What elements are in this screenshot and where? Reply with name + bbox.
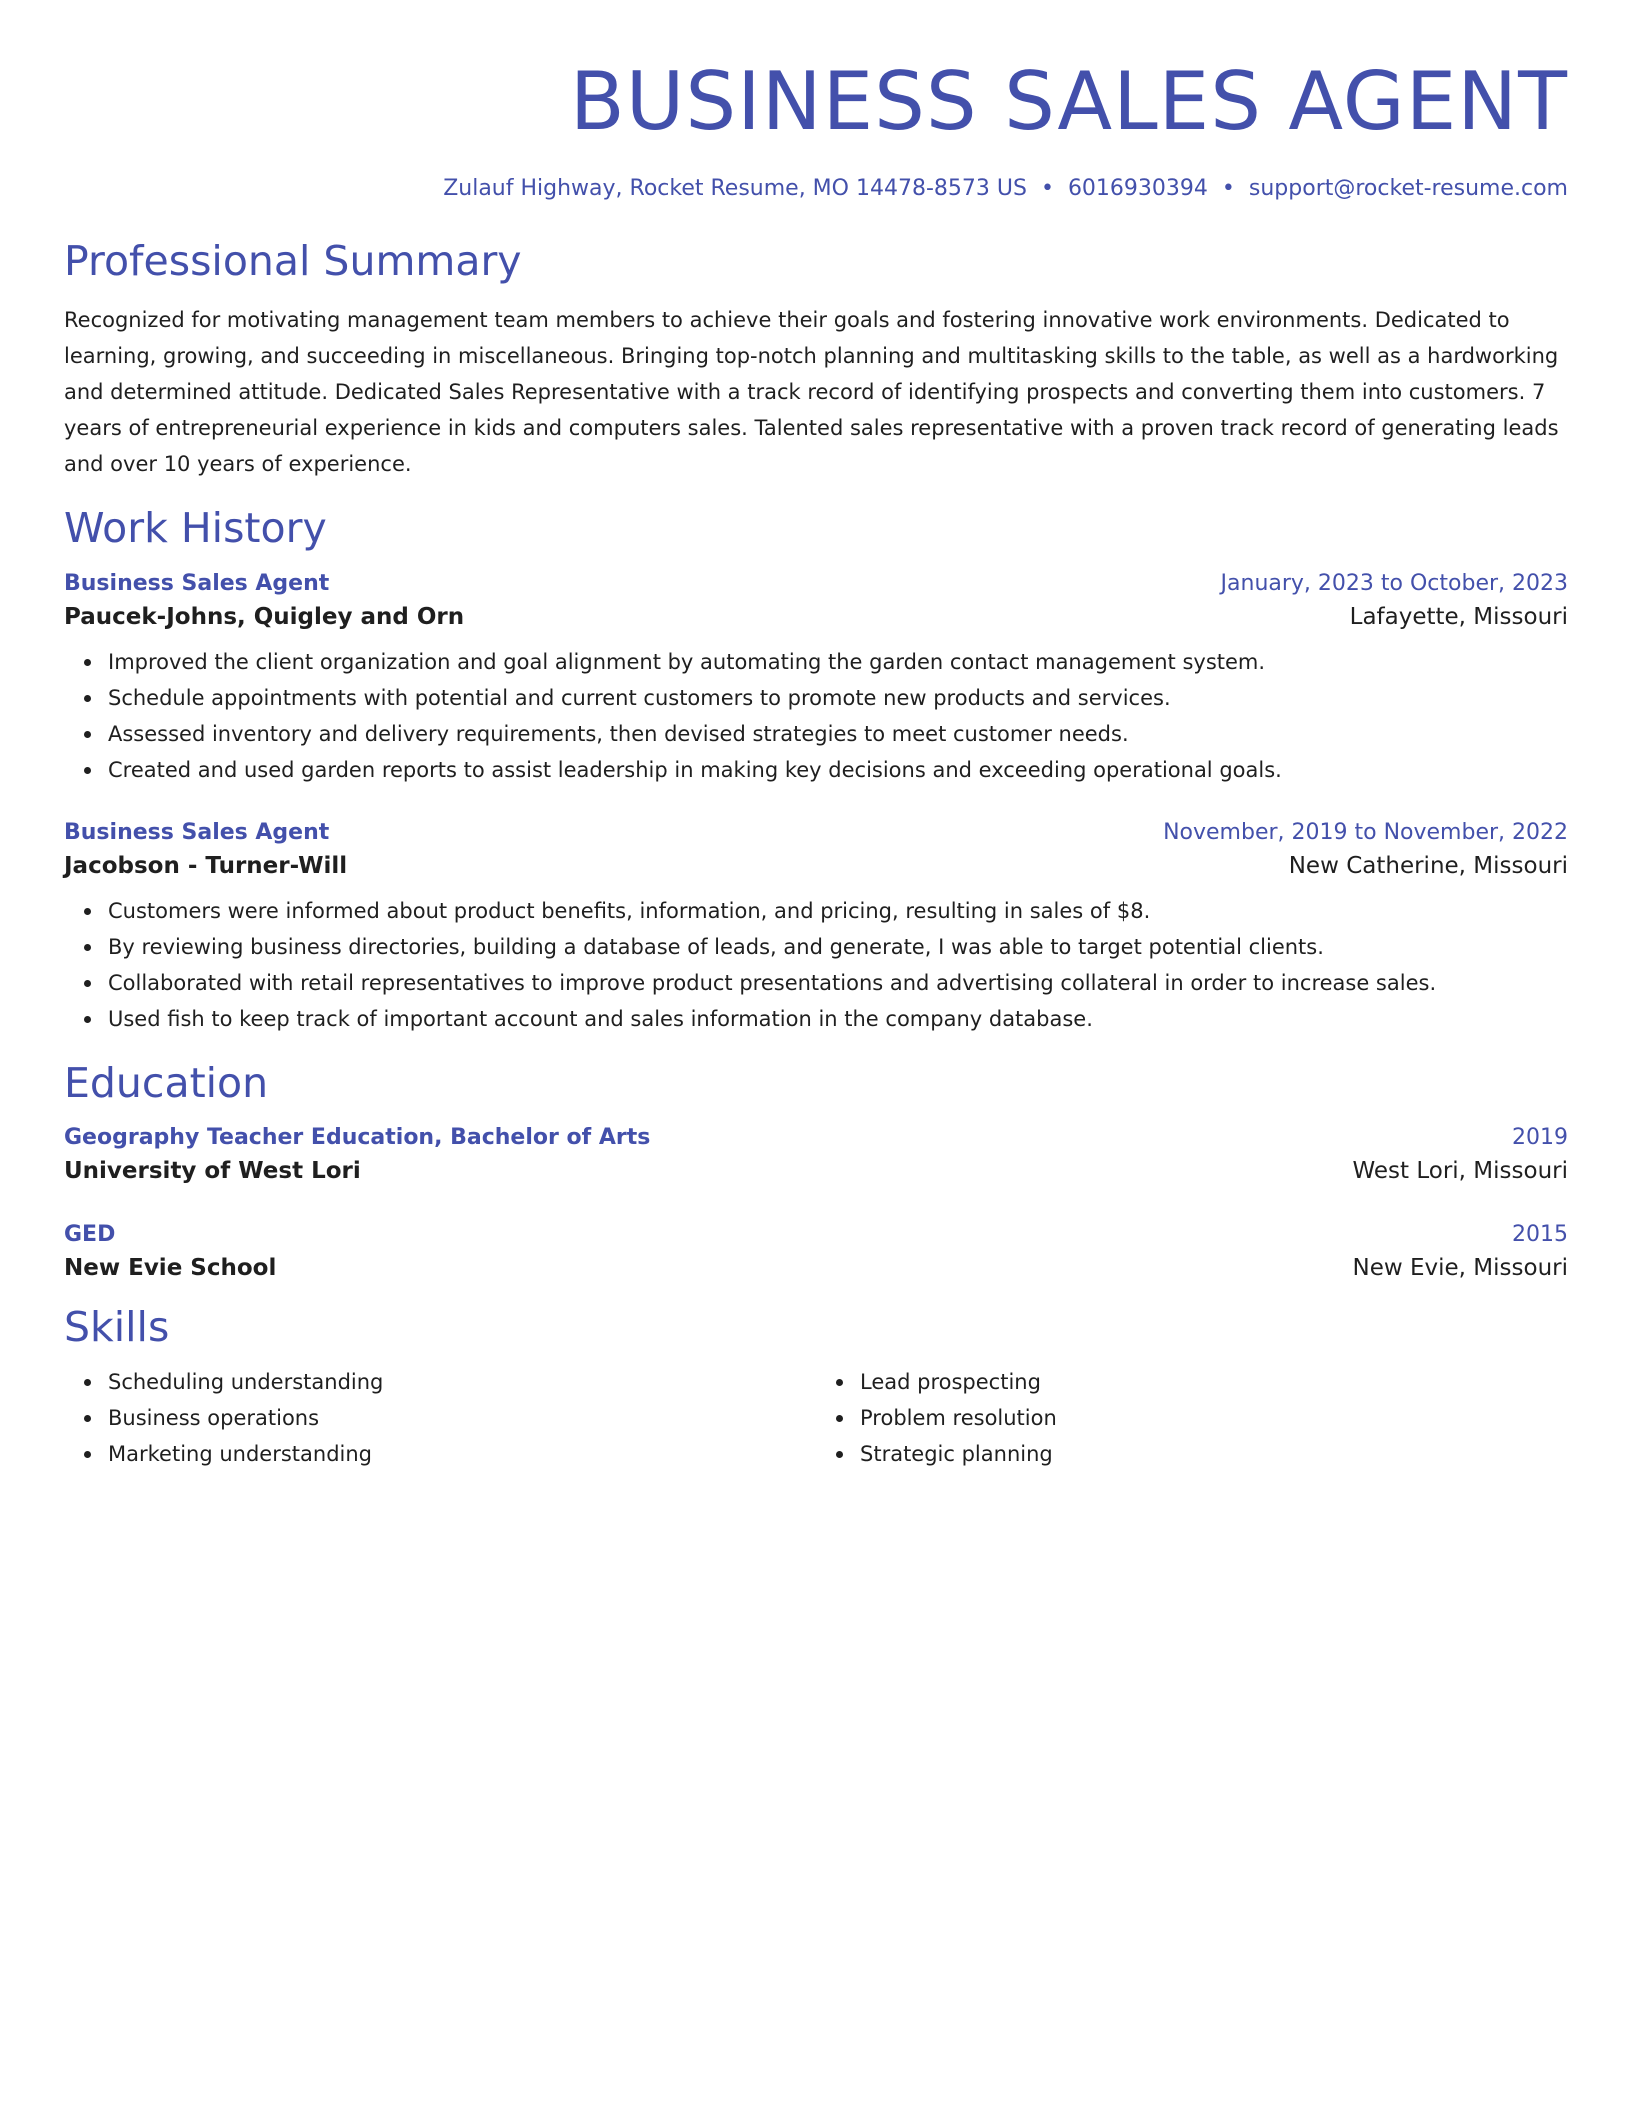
resume-header: [64, 56, 1568, 201]
separator-dot: •: [1040, 176, 1054, 201]
skill-item: Business operations: [108, 1400, 816, 1436]
employer: Jacobson - Turner-Will: [64, 853, 348, 880]
job-title: Business Sales Agent: [64, 571, 330, 597]
work-history-section: [64, 504, 1568, 1037]
skill-item: Marketing understanding: [108, 1436, 816, 1472]
list-item: Improved the client organization and goal alignment by automating the garden contact management system.: [108, 644, 1568, 680]
education-section: [64, 1059, 1568, 1280]
job-bullets: [64, 893, 1568, 1037]
job-dates: November, 2019 to November, 2022: [1163, 820, 1568, 846]
skills-list: [64, 1364, 1568, 1472]
list-item: Collaborated with retail representatives to improve product presentations and advertising collateral in order to increase sales.: [108, 965, 1568, 1001]
skill-item: Lead prospecting: [860, 1364, 1568, 1400]
school-location: West Lori, Missouri: [1352, 1157, 1568, 1184]
section-title: Work History: [64, 504, 327, 553]
section-title: Professional Summary: [64, 237, 522, 285]
job-bullets: [64, 644, 1568, 788]
email: support@rocket-resume.com: [1248, 176, 1568, 201]
contact-line: [64, 176, 1568, 201]
school-location: New Evie, Missouri: [1352, 1254, 1568, 1281]
skills-column-left: [64, 1364, 816, 1472]
job-location: Lafayette, Missouri: [1349, 604, 1568, 631]
school-name: New Evie School: [64, 1254, 277, 1281]
education-entry: [64, 1125, 1568, 1184]
list-item: Created and used garden reports to assist leadership in making key decisions and exceeding operational goals.: [108, 752, 1568, 788]
section-title: Education: [64, 1059, 269, 1108]
job-dates: January, 2023 to October, 2023: [1220, 571, 1568, 597]
list-item: Used fish to keep track of important account and sales information in the company database.: [108, 1001, 1568, 1037]
education-entry: [64, 1222, 1568, 1281]
skills-column-right: [816, 1364, 1568, 1472]
graduation-year: 2019: [1512, 1124, 1568, 1150]
list-item: Customers were informed about product benefits, information, and pricing, resulting in sales of $8.: [108, 893, 1568, 929]
separator-dot: •: [1221, 176, 1235, 201]
job-entry: [64, 571, 1568, 788]
professional-summary-section: [64, 237, 1568, 482]
job-location: New Catherine, Missouri: [1288, 853, 1568, 880]
list-item: Schedule appointments with potential and current customers to promote new products and services.: [108, 680, 1568, 716]
address: Zulauf Highway, Rocket Resume, MO 14478-8573 US: [443, 176, 1027, 201]
phone: 6016930394: [1067, 176, 1208, 201]
skill-item: Problem resolution: [860, 1400, 1568, 1436]
section-title: Skills: [64, 1302, 170, 1351]
job-title: Business Sales Agent: [64, 820, 330, 846]
skills-section: [64, 1303, 1568, 1472]
job-title-heading: BUSINESS SALES AGENT: [569, 55, 1568, 148]
list-item: By reviewing business directories, building a database of leads, and generate, I was able to target potential clients.: [108, 929, 1568, 965]
employer: Paucek-Johns, Quigley and Orn: [64, 604, 465, 631]
list-item: Assessed inventory and delivery requirements, then devised strategies to meet customer needs.: [108, 716, 1568, 752]
school-name: University of West Lori: [64, 1157, 361, 1184]
degree: Geography Teacher Education, Bachelor of Arts: [64, 1124, 651, 1150]
skill-item: Scheduling understanding: [108, 1364, 816, 1400]
skill-item: Strategic planning: [860, 1436, 1568, 1472]
graduation-year: 2015: [1512, 1221, 1568, 1247]
job-entry: [64, 820, 1568, 1037]
degree: GED: [64, 1221, 116, 1247]
summary-text: Recognized for motivating management team members to achieve their goals and fostering innovative work environments. Dedicated to learning, growing, and succeeding in miscellaneous. Bringing top-notch planning and multitasking skills to the table, as well as a hardworking and determined attitude. Dedicated Sales Representative with a track record of identifying prospects and converting them into customers. 7 years of entrepreneurial experience in kids and computers sales. Talented sales representative with a proven track record of generating leads and over 10 years of experience.: [64, 308, 1559, 477]
